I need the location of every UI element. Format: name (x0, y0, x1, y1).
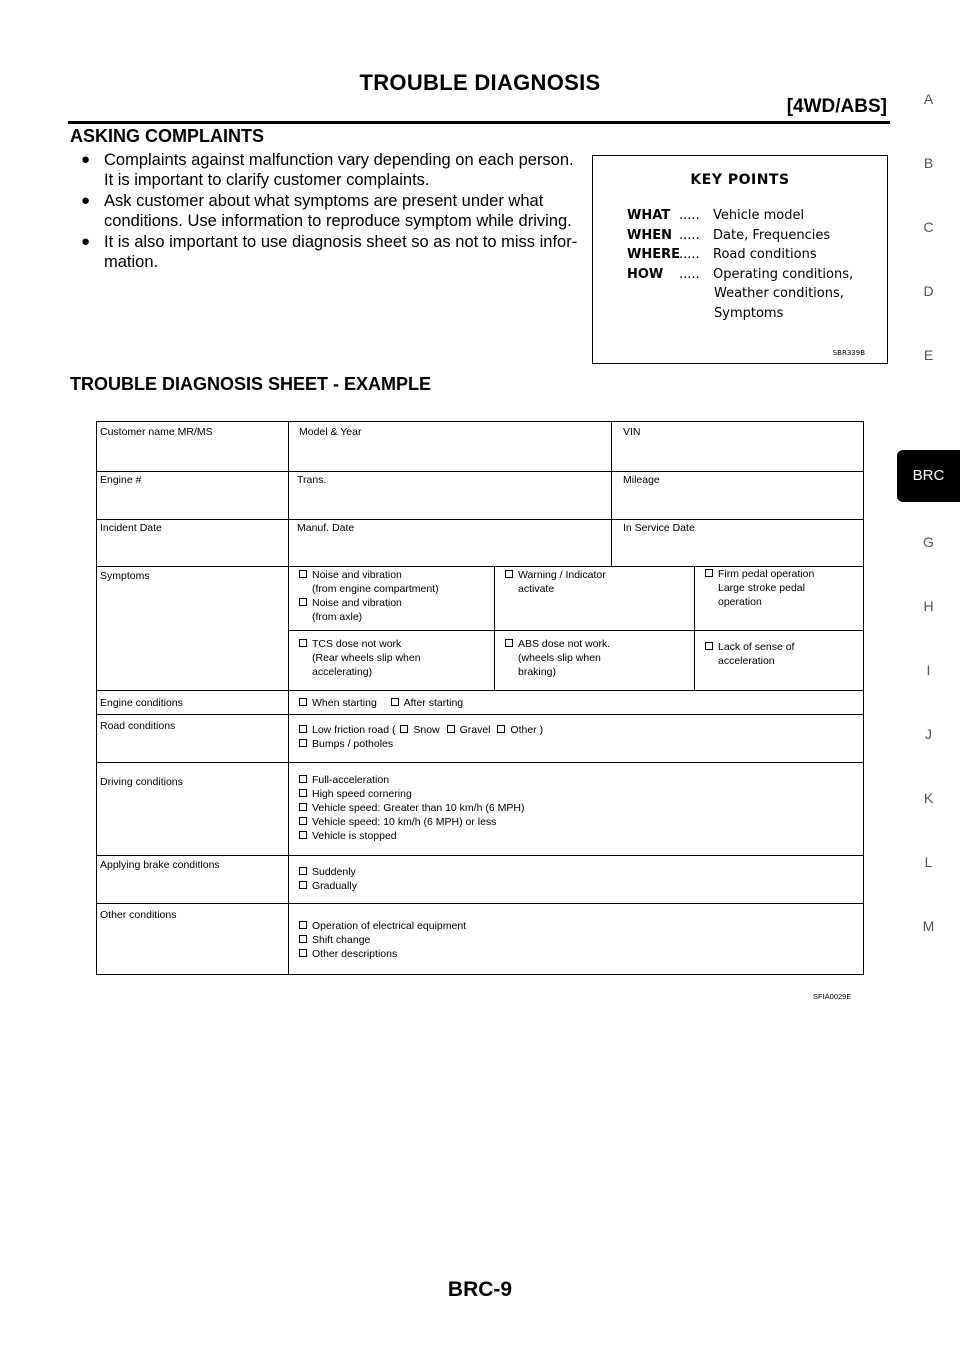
checkbox[interactable] (299, 867, 307, 875)
symptom-firm-pedal: Firm pedal operation Large stroke pedal operation (705, 567, 814, 609)
checkbox[interactable] (400, 725, 408, 733)
road-conditions-label: Road conditions (100, 720, 176, 732)
symptom-warning: Warning / Indicator activate (505, 568, 606, 596)
checkbox[interactable] (299, 817, 307, 825)
figure-code: SBR339B (832, 349, 865, 357)
key-point-value: Date, Frequencies (713, 228, 831, 243)
diagnosis-sheet (96, 421, 864, 975)
side-tab-l[interactable]: L (924, 854, 933, 870)
key-points-title: KEY POINTS (690, 172, 790, 188)
model-year-label: Model & Year (299, 426, 362, 438)
engine-condition-options: When starting After starting (299, 696, 463, 710)
side-tab-i[interactable]: I (926, 662, 931, 678)
in-service-date-label: In Service Date (623, 522, 695, 534)
road-condition-low-friction: Low friction road ( Snow Gravel Other ) (299, 723, 543, 737)
side-tab-brc[interactable]: BRC (897, 450, 960, 502)
bullet-line: Complaints against malfunction vary depending on each person. (104, 151, 574, 169)
key-point-row: WHERE..... Road conditions (627, 247, 817, 262)
row-divider (97, 762, 863, 763)
row-divider (97, 471, 863, 472)
side-tab-g[interactable]: G (923, 534, 934, 550)
side-tab-j[interactable]: J (925, 726, 932, 742)
checkbox[interactable] (299, 598, 307, 606)
side-tab-e[interactable]: E (923, 347, 934, 363)
checkbox[interactable] (299, 921, 307, 929)
column-divider (694, 566, 695, 690)
row-divider (97, 690, 863, 691)
symptom-noise-engine: Noise and vibration (from engine compartment) (299, 568, 439, 596)
key-point-row: HOW ..... Operating conditions, (627, 267, 854, 282)
checkbox[interactable] (705, 569, 713, 577)
key-point-key: WHERE (627, 247, 680, 262)
key-point-value: Operating conditions, (713, 267, 854, 282)
list-item (80, 232, 582, 272)
page-number: BRC-9 (447, 1278, 513, 1301)
checkbox[interactable] (299, 570, 307, 578)
symptom-tcs: TCS dose not work (Rear wheels slip when accelerating) (299, 637, 421, 679)
symptom-abs: ABS dose not work. (wheels slip when braking) (505, 637, 610, 679)
other-conditions-label: Other conditions (100, 909, 177, 921)
checkbox[interactable] (299, 831, 307, 839)
checkbox[interactable] (299, 775, 307, 783)
checkbox[interactable] (299, 935, 307, 943)
side-tab-c[interactable]: C (923, 219, 934, 235)
checkbox[interactable] (299, 639, 307, 647)
checkbox[interactable] (505, 570, 513, 578)
side-tab-d[interactable]: D (923, 283, 934, 299)
bullet-line: Ask customer about what symptoms are present under what (104, 192, 544, 210)
key-point-value: Road conditions (713, 247, 817, 262)
column-divider (611, 422, 612, 566)
page-title: TROUBLE DIAGNOSIS (359, 70, 601, 95)
key-point-key: HOW (627, 267, 664, 282)
side-tab-k[interactable]: K (923, 790, 934, 806)
checkbox[interactable] (299, 725, 307, 733)
column-divider (288, 422, 289, 974)
key-points-figure (592, 155, 888, 364)
key-point-key: WHAT (627, 208, 671, 223)
checkbox[interactable] (299, 803, 307, 811)
checkbox[interactable] (391, 698, 399, 706)
column-divider (494, 566, 495, 690)
row-divider (97, 903, 863, 904)
side-tab-m[interactable]: M (922, 918, 935, 934)
side-tab-a[interactable]: A (923, 91, 934, 107)
engine-conditions-label: Engine conditions (100, 697, 183, 709)
manuf-date-label: Manuf. Date (297, 522, 355, 534)
customer-name-label: Customer name MR/MS (100, 426, 213, 438)
row-divider (97, 714, 863, 715)
checkbox[interactable] (299, 881, 307, 889)
symptom-lack-sense: Lack of sense of acceleration (705, 640, 794, 668)
checkbox[interactable] (497, 725, 505, 733)
row-divider (288, 630, 863, 631)
driving-condition-options: Full-acceleration High speed cornering Vehicle speed: Greater than 10 km/h (6 MPH) Vehicle speed: 10 km/h (6 MPH) or less Vehicle is stopped (299, 773, 524, 843)
asking-complaints-heading: ASKING COMPLAINTS (70, 126, 265, 146)
section-label: [4WD/ABS] (786, 96, 887, 117)
bullet-line: mation. (104, 253, 159, 271)
bullet-line: conditions. Use information to reproduce symptom while driving. (104, 212, 572, 230)
list-item (80, 191, 582, 231)
side-tab-h[interactable]: H (923, 598, 934, 614)
checkbox[interactable] (299, 739, 307, 747)
checkbox[interactable] (705, 642, 713, 650)
side-tab-b[interactable]: B (923, 155, 934, 171)
bullet-line: It is important to clarify customer complaints. (104, 171, 430, 189)
braking-conditions-label: Applying brake conditions (100, 859, 220, 871)
sheet-heading: TROUBLE DIAGNOSIS SHEET - EXAMPLE (70, 374, 432, 394)
key-point-continuation: Symptoms (714, 306, 784, 321)
list-item (80, 150, 582, 190)
mileage-label: Mileage (623, 474, 660, 486)
braking-condition-options: Suddenly Gradually (299, 865, 357, 893)
row-divider (97, 855, 863, 856)
key-point-key: WHEN (627, 228, 672, 243)
engine-number-label: Engine # (100, 474, 142, 486)
driving-conditions-label: Driving conditions (100, 776, 183, 788)
complaints-list (80, 150, 582, 273)
bullet-icon: ● (81, 233, 91, 250)
vin-label: VIN (623, 426, 641, 438)
incident-date-label: Incident Date (100, 522, 162, 534)
checkbox[interactable] (299, 789, 307, 797)
bullet-icon: ● (81, 151, 91, 168)
symptom-noise-axle: Noise and vibration (from axle) (299, 596, 402, 624)
road-condition-bumps: Bumps / potholes (299, 737, 393, 751)
checkbox[interactable] (505, 639, 513, 647)
key-point-row: WHEN ..... Date, Frequencies (627, 228, 831, 243)
key-point-value: Vehicle model (713, 208, 805, 223)
key-point-row: WHAT ..... Vehicle model (627, 208, 805, 223)
bullet-line: It is also important to use diagnosis sheet so as not to miss infor- (104, 233, 578, 251)
checkbox[interactable] (299, 698, 307, 706)
row-divider (97, 519, 863, 520)
key-point-continuation: Weather conditions, (714, 286, 844, 301)
header-rule (68, 121, 890, 124)
other-condition-options: Operation of electrical equipment Shift change Other descriptions (299, 919, 466, 961)
bullet-icon: ● (81, 192, 91, 209)
sheet-figure-code: SFIA0029E (813, 992, 852, 1001)
trans-label: Trans. (297, 474, 327, 486)
checkbox[interactable] (447, 725, 455, 733)
checkbox[interactable] (299, 949, 307, 957)
symptoms-label: Symptoms (100, 570, 150, 582)
